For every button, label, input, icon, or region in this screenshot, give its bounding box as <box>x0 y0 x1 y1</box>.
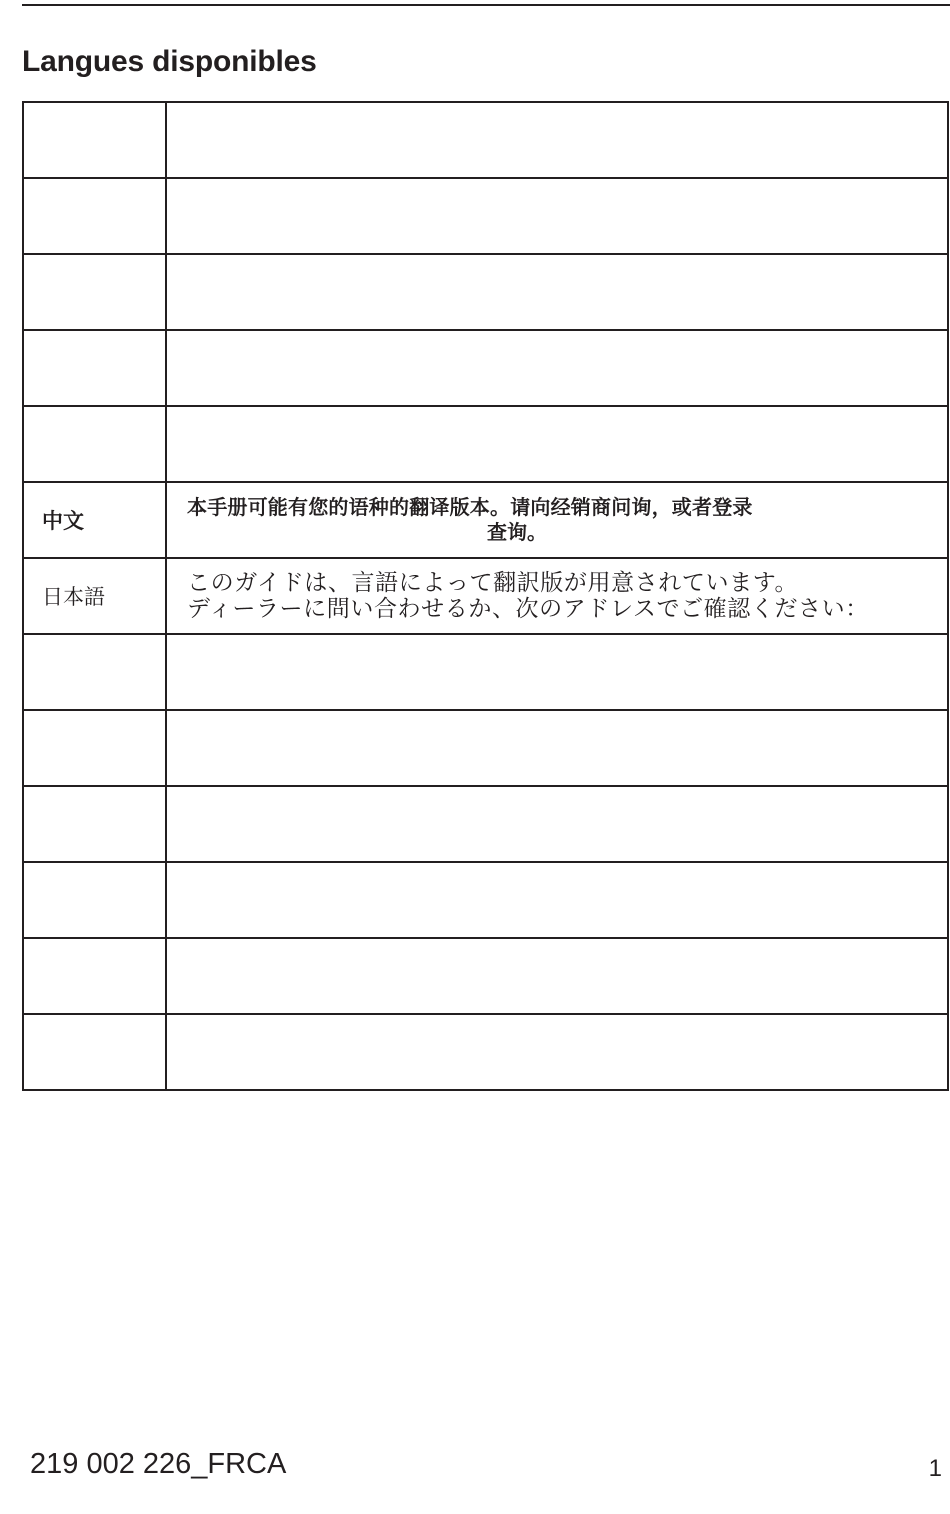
chinese-text-line: 本手册可能有您的语种的翻译版本。请向经销商问询，或者登录 <box>187 495 753 519</box>
language-name-cell <box>23 406 166 482</box>
top-divider <box>22 4 950 6</box>
table-row <box>23 254 948 330</box>
language-name-cell <box>23 862 166 938</box>
chinese-text-line: 查询。 <box>487 520 547 544</box>
table-row <box>23 710 948 786</box>
table-row <box>23 938 948 1014</box>
language-name-japanese: 日本語 <box>23 558 166 634</box>
language-name-cell <box>23 938 166 1014</box>
language-text-cell <box>166 102 948 178</box>
japanese-text-line: ディーラーに問い合わせるか、次のアドレスでご確認ください： <box>187 596 869 622</box>
table-row <box>23 862 948 938</box>
table-row <box>23 178 948 254</box>
language-name-cell <box>23 786 166 862</box>
table-row-japanese <box>23 558 948 634</box>
table-row <box>23 102 948 178</box>
language-text-cell <box>166 254 948 330</box>
language-text-cell <box>166 786 948 862</box>
table-row <box>23 786 948 862</box>
language-text-cell <box>166 862 948 938</box>
page-title: Langues disponibles <box>22 45 317 78</box>
page-number: 1 <box>928 1455 942 1482</box>
japanese-text-line: このガイドは、言語によって翻訳版が用意されています。 <box>187 570 799 596</box>
table-row <box>23 406 948 482</box>
languages-table <box>22 101 949 1091</box>
language-name-cell <box>23 178 166 254</box>
language-name-cell <box>23 102 166 178</box>
language-name-cell <box>23 1014 166 1090</box>
language-text-cell <box>166 710 948 786</box>
language-text-chinese <box>166 482 948 558</box>
table-row-chinese <box>23 482 948 558</box>
language-text-cell <box>166 406 948 482</box>
language-text-cell <box>166 178 948 254</box>
language-text-cell <box>166 330 948 406</box>
language-text-cell <box>166 1014 948 1090</box>
language-text-cell <box>166 634 948 710</box>
language-name-cell <box>23 710 166 786</box>
language-name-cell <box>23 254 166 330</box>
table-row <box>23 634 948 710</box>
language-text-cell <box>166 938 948 1014</box>
language-name-cell <box>23 634 166 710</box>
document-code: 219 002 226_FRCA <box>30 1448 287 1480</box>
table-row <box>23 1014 948 1090</box>
language-name-chinese: 中文 <box>23 482 166 558</box>
table-row <box>23 330 948 406</box>
language-name-cell <box>23 330 166 406</box>
language-text-japanese <box>166 558 948 634</box>
